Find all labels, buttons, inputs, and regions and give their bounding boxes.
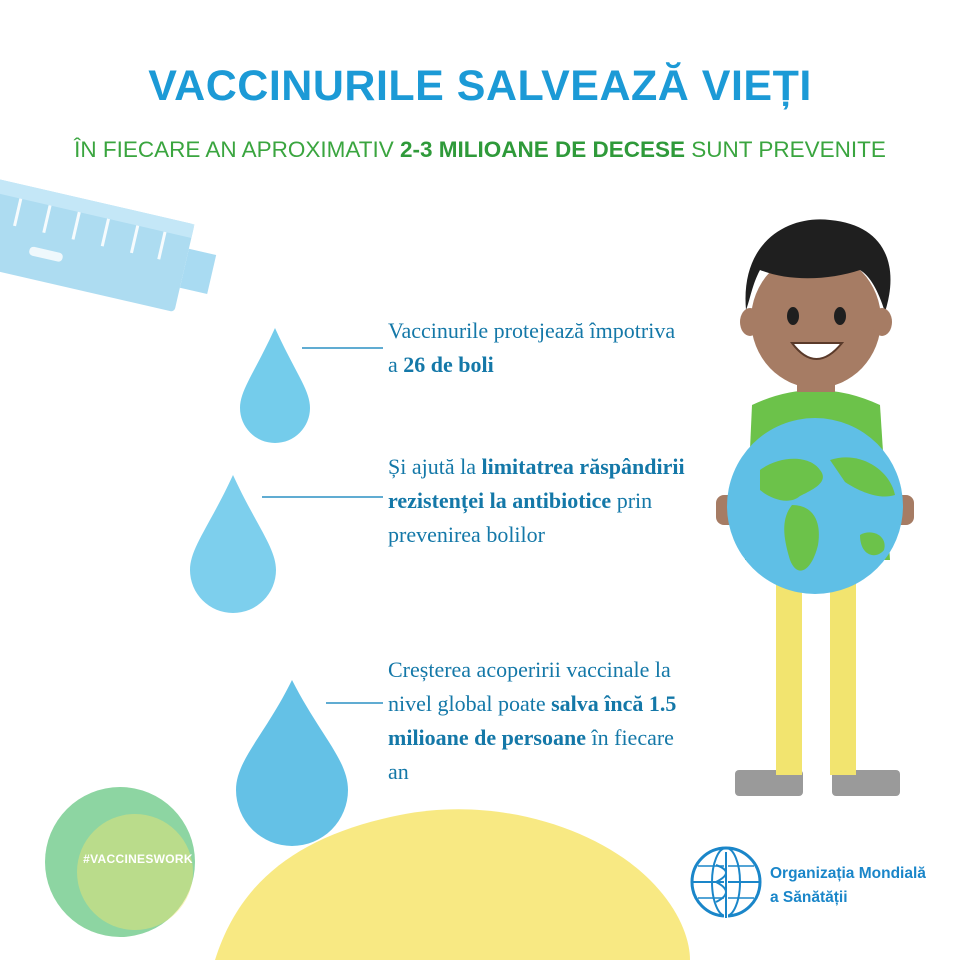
subtitle-prefix: ÎN FIECARE AN APROXIMATIV — [74, 137, 400, 162]
fact-2-text: Și ajută la — [388, 454, 482, 479]
water-drop-icon — [240, 328, 310, 443]
subtitle-suffix: SUNT PREVENITE — [685, 137, 886, 162]
hashtag: #VACCINESWORK — [83, 852, 193, 866]
fact-1-bold: 26 de boli — [403, 352, 494, 377]
syringe-icon — [0, 174, 222, 319]
globe-icon — [727, 418, 903, 594]
fact-1 — [388, 314, 688, 382]
fact-3 — [388, 653, 698, 789]
fact-2-post: prin prevenirea bolilor — [388, 488, 653, 547]
subtitle-highlight: 2-3 MILIOANE DE DECESE — [399, 137, 686, 162]
fact-3-post: în fiecare an — [388, 725, 674, 784]
organization-line-2: a Sănătății — [770, 889, 848, 906]
fact-3-text: Creșterea acoperirii vaccinale la nivel global poate — [388, 657, 671, 716]
who-emblem-icon — [692, 848, 760, 918]
subtitle — [0, 137, 960, 163]
fact-1-text: Vaccinurile protejează împotriva a — [388, 318, 676, 377]
fact-2 — [388, 450, 688, 552]
fact-2-bold: limitatrea răspândirii rezistenței la antibiotice — [388, 454, 685, 513]
water-drop-icon — [190, 475, 276, 613]
organization-line-1: Organizația Mondială — [770, 865, 926, 882]
fact-3-bold: salva încă 1.5 milioane de persoane — [388, 691, 677, 750]
page-title: VACCINURILE SALVEAZĂ VIEȚI — [148, 62, 812, 110]
water-drop-icon — [236, 680, 348, 846]
organization-name — [770, 862, 926, 910]
